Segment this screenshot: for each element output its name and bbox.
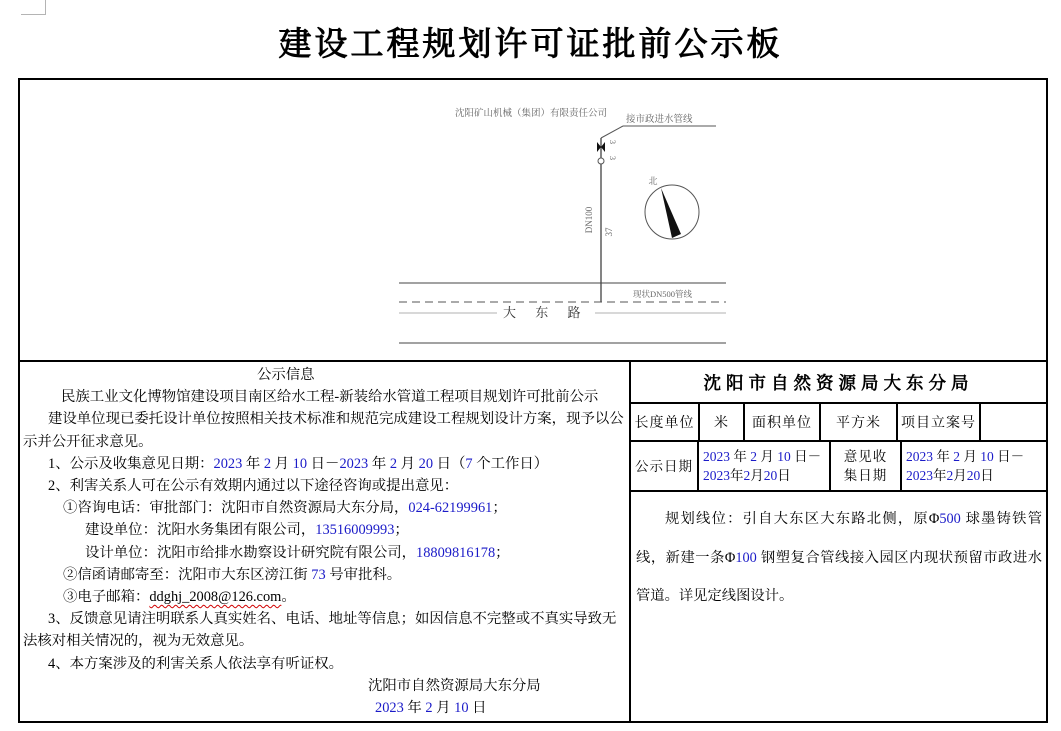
cell-collect-date-label xyxy=(831,442,902,490)
lower-section xyxy=(20,362,1046,721)
cell-case-number-value xyxy=(981,404,1046,440)
dim-label-upper: 3 xyxy=(608,140,617,144)
cell-length-unit-value: 米 xyxy=(700,404,745,440)
pipe-diameter-label: DN100 xyxy=(584,206,594,234)
pipe-connection-label: 接市政进水管线 xyxy=(626,115,693,125)
planning-line-description: 规划线位：引自大东区大东路北侧，原Φ500 球墨铸铁管线，新建一条Φ100 钢塑复合管线接入园区内现状预留市政进水管道。详见定线图设计。 xyxy=(636,511,1043,604)
cell-publish-date-value xyxy=(699,442,831,490)
notice-item-1: 1、公示及收集意见日期：2023 年 2 月 10 日－2023 年 2 月 20 日（7 个工作日） xyxy=(48,455,549,472)
publish-date-line-1: 2023 年 2 月 10 日－ xyxy=(703,449,822,464)
authority-name: 沈阳市自然资源局大东分局 xyxy=(631,362,1046,404)
cell-area-unit-value: 平方米 xyxy=(821,404,898,440)
notice-project-line: 民族工业文化博物馆建设项目南区给水工程-新装给水管道工程项目规划许可批前公示 xyxy=(61,389,599,406)
existing-pipe-label: 现状DN500管线 xyxy=(633,289,693,299)
unit-table-row xyxy=(631,404,1046,442)
cell-area-unit-label: 面积单位 xyxy=(745,404,821,440)
collect-date-line-2: 2023年2月20日 xyxy=(906,468,994,483)
company-label: 沈阳矿山机械（集团）有限责任公司 xyxy=(455,109,608,119)
notice-intro: 建设单位现已委托设计单位按照相关技术标准和规范完成建设工程规划设计方案，现予以公示并公开征求意见。 xyxy=(23,411,624,450)
pipe-leader-line xyxy=(601,126,623,138)
date-table-row xyxy=(631,442,1046,492)
pipe-node-circle-icon xyxy=(598,158,604,164)
compass-needle xyxy=(661,188,681,238)
north-label: 北 xyxy=(648,176,658,186)
notice-email-line: ③电子邮箱：ddghj_2008@126.com。 xyxy=(63,589,296,606)
pipe-length-label: 37 xyxy=(604,227,614,237)
collect-date-label-line-2: 集日期 xyxy=(843,468,888,483)
collect-date-line-1: 2023 年 2 月 10 日－ xyxy=(906,449,1025,464)
notice-board xyxy=(18,78,1048,723)
dim-label-lower: 3 xyxy=(608,156,617,160)
cell-case-number-label: 项目立案号 xyxy=(898,404,981,440)
publish-date-line-2: 2023年2月20日 xyxy=(703,468,791,483)
compass-icon xyxy=(645,175,699,239)
notice-signature-org: 沈阳市自然资源局大东分局 xyxy=(368,677,541,694)
cell-length-unit-label: 长度单位 xyxy=(631,404,700,440)
notice-builder-line: 建设单位：沈阳水务集团有限公司，13516009993； xyxy=(85,522,409,539)
notice-mail-address-line: ②信函请邮寄至：沈阳市大东区滂江街 73 号审批科。 xyxy=(63,566,402,583)
notice-signature-date: 2023 年 2 月 10 日 xyxy=(375,700,487,717)
notice-phone-line: ①咨询电话：审批部门：沈阳市自然资源局大东分局，024-62199961； xyxy=(63,500,507,517)
collect-date-label-line-1: 意见收 xyxy=(843,449,888,464)
text-boundary-corner-mark xyxy=(21,0,46,15)
notice-item-3: 3、反馈意见请注明联系人真实姓名、电话、地址等信息；如因信息不完整或不真实导致无法核对相关情况的，视为无效意见。 xyxy=(23,611,617,650)
cell-publish-date-label: 公示日期 xyxy=(631,442,699,490)
notice-item-4: 4、本方案涉及的利害关系人依法享有听证权。 xyxy=(48,655,344,672)
site-plan-diagram xyxy=(20,80,1046,362)
page-title: 建设工程规划许可证批前公示板 xyxy=(278,27,783,63)
notice-heading: 公示信息 xyxy=(257,367,315,383)
notice-info-cell xyxy=(20,362,631,721)
authority-panel xyxy=(631,362,1046,721)
road-name-label: 大 东 路 xyxy=(497,304,595,321)
notice-designer-line: 设计单位：沈阳市给排水勘察设计研究院有限公司，18809816178； xyxy=(85,544,510,561)
notice-item-2: 2、利害关系人可在公示有效期内通过以下途径咨询或提出意见： xyxy=(48,478,459,495)
cell-collect-date-value xyxy=(902,442,1046,490)
